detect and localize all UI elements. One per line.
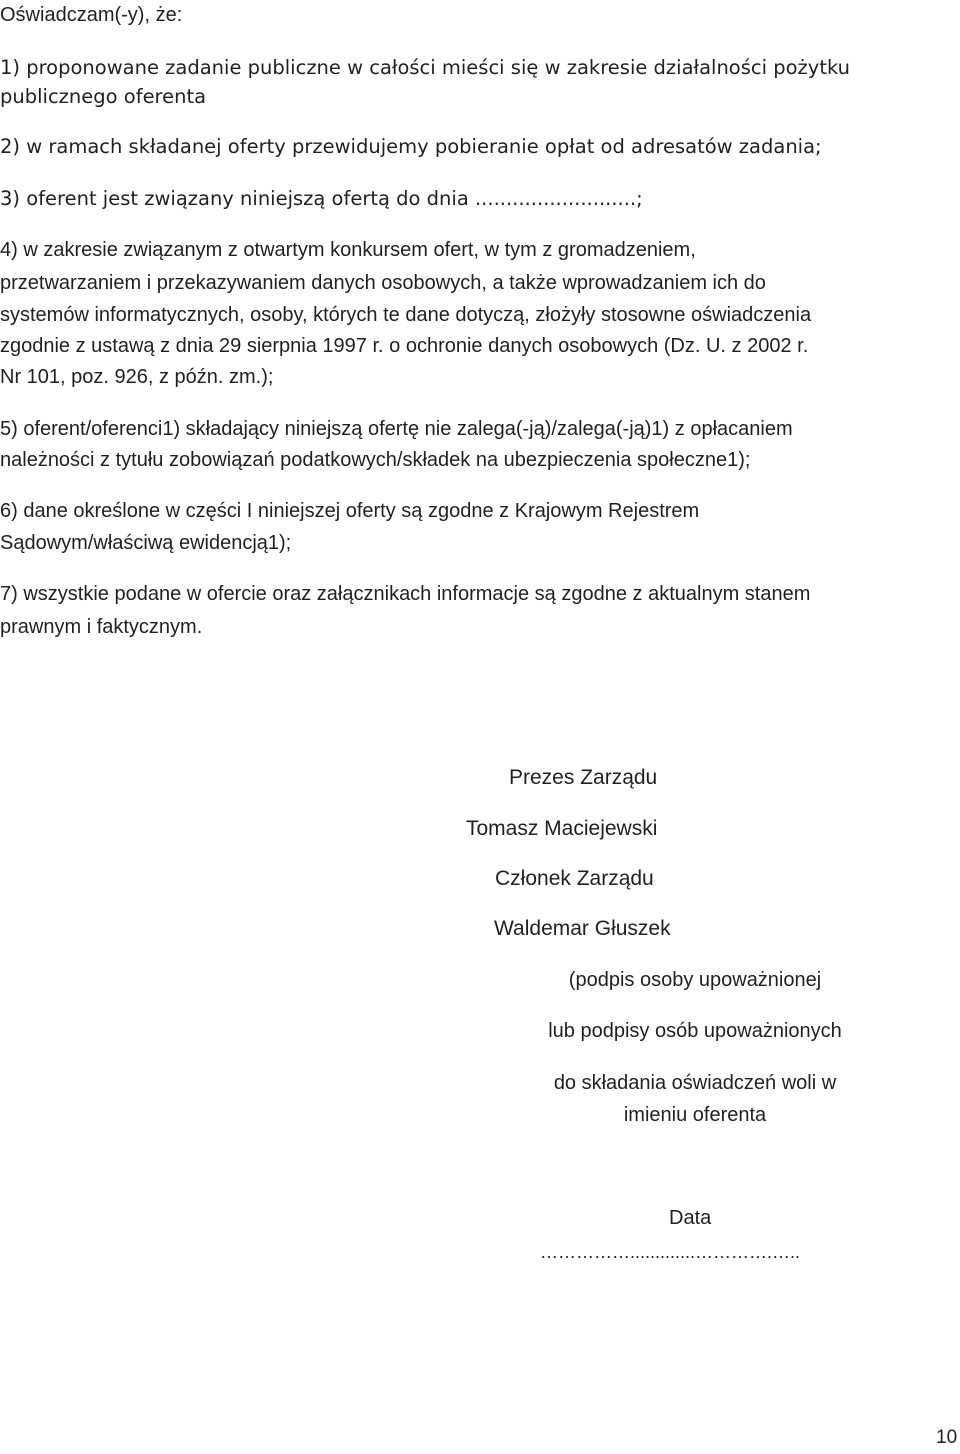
statement-2: 2) w ramach składanej oferty przewidujemy pobieranie opłat od adresatów zadania; (0, 135, 822, 158)
statement-1-line-1: 1) proponowane zadanie publiczne w całości mieści się w zakresie działalności pożytku (0, 56, 851, 79)
statement-6-line-2: Sądowym/właściwą ewidencją1); (0, 532, 292, 554)
statement-4-line-5: Nr 101, poz. 926, z późn. zm.); (0, 366, 274, 388)
statement-4-line-4: zgodnie z ustawą z dnia 29 sierpnia 1997 r. o ochronie danych osobowych (Dz. U. z 2002 r. (0, 335, 809, 357)
signature-note-line-4: imieniu oferenta (623, 1104, 767, 1126)
statement-7-line-1: 7) wszystkie podane w ofercie oraz załącznikach informacje są zgodne z aktualnym stanem (0, 583, 811, 605)
statement-4-line-1: 4) w zakresie związanym z otwartym konkursem ofert, w tym z gromadzeniem, (0, 239, 696, 261)
statement-5-line-1: 5) oferent/oferenci1) składający niniejszą ofertę nie zalega(-ją)/zalega(-ją)1) z opłacaniem (0, 418, 793, 440)
statement-6-line-1: 6) dane określone w części I niniejszej oferty są zgodne z Krajowym Rejestrem (0, 500, 700, 522)
statement-4-line-3: systemów informatycznych, osoby, których te dane dotyczą, złożyły stosowne oświadczenia (0, 304, 812, 326)
signatory-name-1: Tomasz Maciejewski (466, 817, 658, 840)
statement-7-line-2: prawnym i faktycznym. (0, 616, 203, 638)
date-label: Data (669, 1207, 712, 1229)
signatory-role-1: Prezes Zarządu (509, 766, 658, 789)
page-number: 10 (936, 1427, 958, 1448)
signatory-role-2: Członek Zarządu (495, 867, 654, 890)
signature-note-line-3: do składania oświadczeń woli w (553, 1072, 837, 1094)
signatory-name-2: Waldemar Głuszek (494, 917, 671, 940)
statement-4-line-2: przetwarzaniem i przekazywaniem danych osobowych, a także wprowadzaniem ich do (0, 272, 766, 294)
signature-note-line-2: lub podpisy osób upoważnionych (548, 1020, 842, 1042)
date-value: …………….............………….….. (540, 1242, 801, 1262)
statement-3: 3) oferent jest związany niniejszą ofertą do dnia ..........................; (0, 187, 643, 210)
signature-note-line-1: (podpis osoby upoważnionej (568, 969, 822, 991)
statement-5-line-2: należności z tytułu zobowiązań podatkowych/składek na ubezpieczenia społeczne1); (0, 449, 751, 471)
statement-1-line-2: publicznego oferenta (0, 85, 207, 108)
declaration-heading: Oświadczam(-y), że: (0, 4, 183, 26)
